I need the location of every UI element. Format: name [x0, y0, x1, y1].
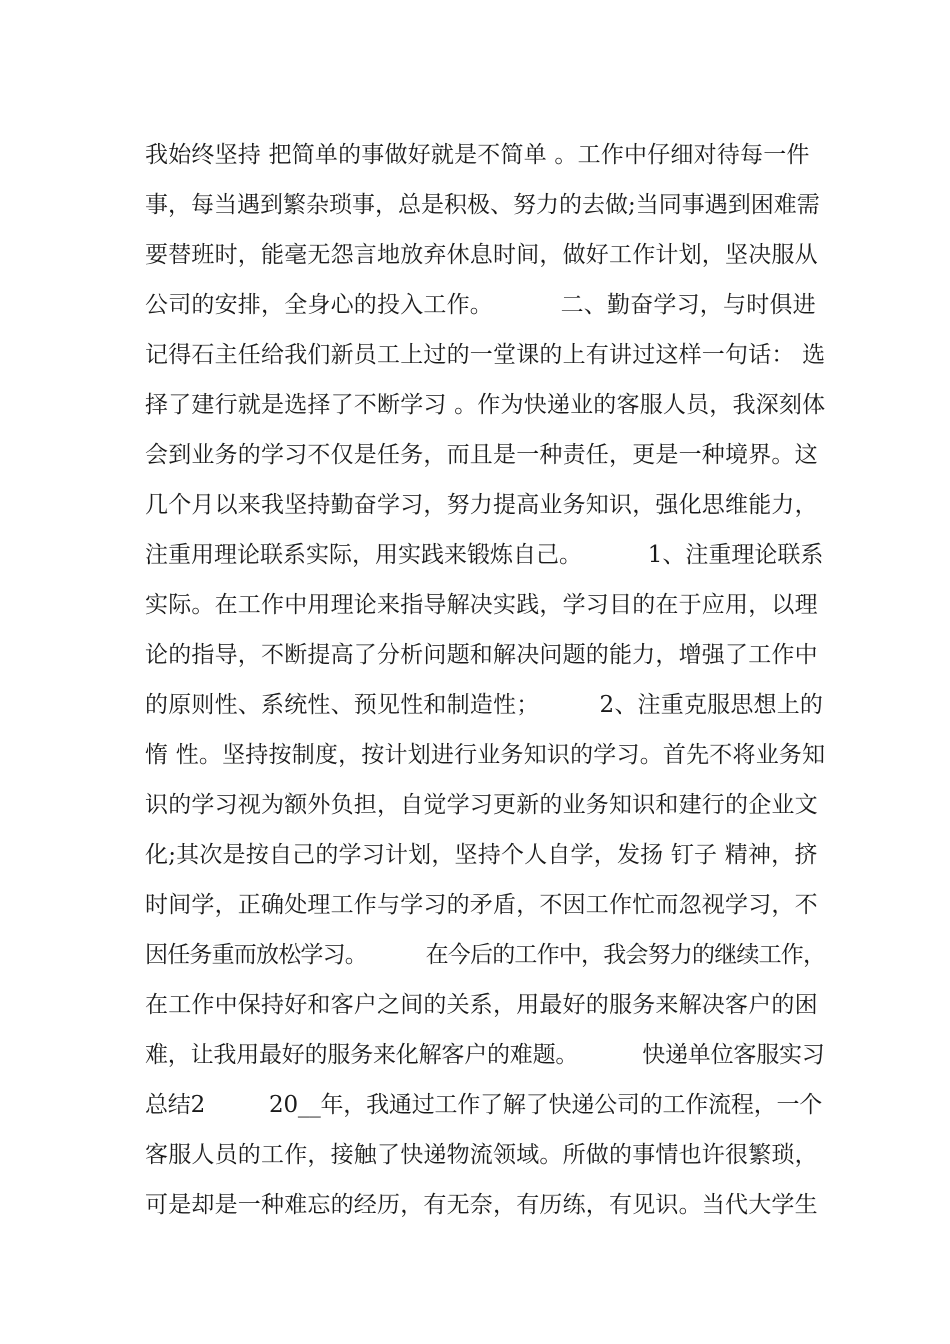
text-line: 注重用理论联系实际，用实践来锻炼自己。 1、注重理论联系	[145, 542, 824, 568]
text-line: 公司的安排，全身心的投入工作。 二、勤奋学习，与时俱进	[145, 292, 816, 318]
text-line: 要替班时，能毫无怨言地放弃休息时间，做好工作计划，坚决服从	[145, 242, 818, 268]
text-line: 事，每当遇到繁杂琐事，总是积极、努力的去做;当同事遇到困难需	[145, 192, 820, 218]
text-line: 识的学习视为额外负担，自觉学习更新的业务知识和建行的企业文	[145, 792, 818, 818]
text-line: 时间学，正确处理工作与学习的矛盾，不因工作忙而忽视学习，不	[145, 892, 818, 918]
text-line: 惰 性。坚持按制度，按计划进行业务知识的学习。首先不将业务知	[145, 742, 826, 768]
text-line: 客服人员的工作，接触了快递物流领域。所做的事情也许很繁琐，	[145, 1142, 818, 1168]
text-line: 择了建行就是选择了不断学习 。作为快递业的客服人员，我深刻体	[145, 392, 826, 418]
text-line: 会到业务的学习不仅是任务，而且是一种责任，更是一种境界。这	[145, 442, 818, 468]
text-line: 的原则性、系统性、预见性和制造性； 2、注重克服思想上的	[145, 692, 824, 718]
text-line: 可是却是一种难忘的经历，有无奈，有历练，有见识。当代大学生	[145, 1192, 818, 1218]
text-line: 难，让我用最好的服务来化解客户的难题。 快递单位客服实习	[145, 1042, 825, 1068]
text-line: 几个月以来我坚持勤奋学习，努力提高业务知识，强化思维能力，	[145, 492, 818, 518]
text-line: 实际。在工作中用理论来指导解决实践，学习目的在于应用，以理	[145, 592, 818, 618]
text-line: 总结2 20__年，我通过工作了解了快递公司的工作流程，一个	[145, 1092, 823, 1118]
text-line: 在工作中保持好和客户之间的关系，用最好的服务来解决客户的困	[145, 992, 818, 1018]
text-line: 我始终坚持 把简单的事做好就是不简单 。工作中仔细对待每一件	[145, 142, 810, 168]
text-line: 记得石主任给我们新员工上过的一堂课的上有讲过这样一句话： 选	[145, 342, 826, 368]
text-line: 因任务重而放松学习。 在今后的工作中，我会努力的继续工作，	[145, 942, 826, 968]
text-line: 化;其次是按自己的学习计划，坚持个人自学，发扬 钉子 精神，挤	[145, 842, 818, 868]
body-text	[145, 130, 825, 1230]
text-line: 论的指导，不断提高了分析问题和解决问题的能力，增强了工作中	[145, 642, 818, 668]
